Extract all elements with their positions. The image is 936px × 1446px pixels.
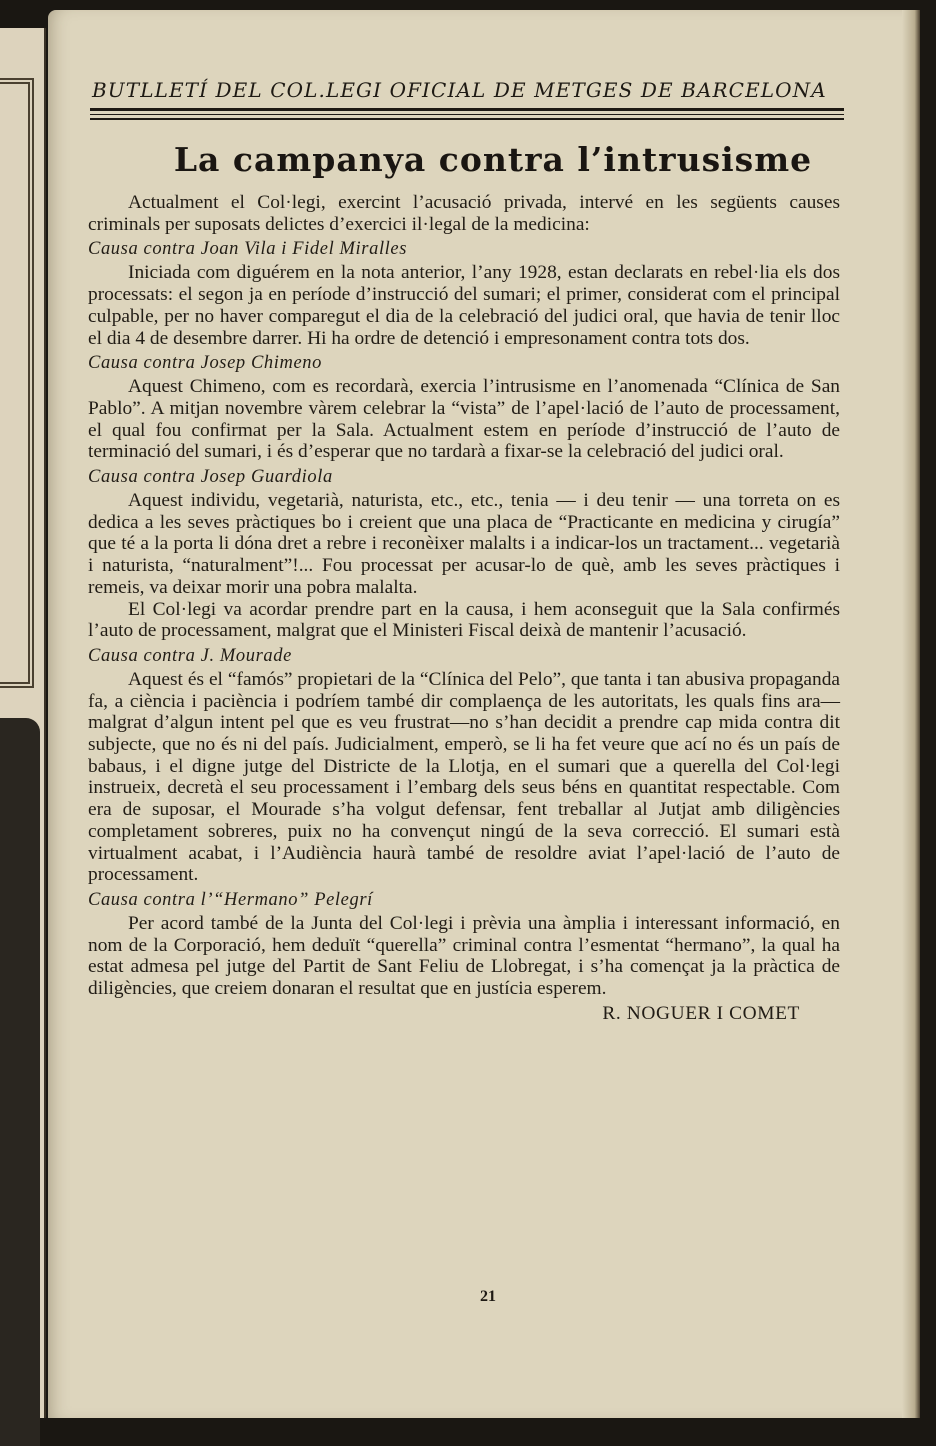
section-heading: Causa contra l’“Hermano” Pelegrí	[88, 889, 373, 910]
section-paragraph: El Col·legi va acordar prendre part en la causa, i hem aconseguit que la Sala confirmés l’auto de processament, malgrat que el Ministeri Fiscal deixà de mantenir l’acusació.	[88, 598, 840, 642]
section-pelegri	[88, 889, 840, 1000]
section-guardiola	[88, 466, 840, 642]
article-title: La campanya contra l’intrusisme	[173, 140, 813, 179]
facing-page-dark-panel	[0, 718, 40, 1446]
header-rule-bottom	[90, 118, 844, 120]
section-heading: Causa contra Josep Chimeno	[88, 353, 322, 374]
section-paragraph: Per acord també de la Junta del Col·legi i prèvia una àmplia i interessant informació, en nom de la Corporació, hem deduït “querella” criminal contra l’esmentat “hermano”, la qual ha estat admesa pel jutge del Partit de Sant Feliu de Llobregat, i s’ha començat ja la pràctica de diligències, que creiem donaran el resultat que en justícia esperem.	[88, 912, 840, 1000]
section-chimeno	[88, 352, 840, 463]
page-number: 21	[480, 1288, 496, 1305]
section-paragraph: Aquest Chimeno, com es recordarà, exercia l’intrusisme en l’anomenada “Clínica de San Pablo”. A mitjan novembre vàrem celebrar la “vista” de l’apel·lació de l’auto de processament, el qual fou confirmat per la Sala. Actualment estem en període d’instrucció de l’auto de terminació del sumari, i és d’esperar que no tardarà a fixar-se la celebració del judici oral.	[88, 376, 840, 463]
facing-page-edge	[0, 28, 46, 1418]
journal-page	[48, 10, 920, 1418]
author-signature: R. NOGUER I COMET	[602, 1002, 800, 1024]
section-heading: Causa contra Joan Vila i Fidel Miralles	[88, 239, 408, 260]
section-heading: Causa contra Josep Guardiola	[88, 467, 333, 488]
header-rule-middle	[90, 114, 844, 115]
section-mourade	[88, 645, 840, 886]
article-body	[88, 192, 840, 1025]
intro-paragraph: Actualment el Col·legi, exercint l’acusació privada, intervé en les següents causes criminals per suposats delictes d’exercici il·legal de la medicina:	[88, 192, 840, 235]
facing-page-ornamental-border	[0, 78, 34, 688]
section-paragraph: Aquest individu, vegetarià, naturista, etc., etc., tenia — i deu tenir — una torreta on es dedica a les seves pràctiques bo i creient que una placa de “Practicante en medicina y cirugía” que té a la porta li dóna dret a rebre i reconèixer malalts i a indicar-los un tractament... vegetarià i naturista, “naturalment”!... Fou processat per acusar-lo de què, amb les seves pràctiques i remeis, va deixar morir una pobra malalta.	[88, 490, 840, 598]
section-paragraph: Aquest és el “famós” propietari de la “Clínica del Pelo”, que tanta i tan abusiva propaganda fa, a ciència i paciència i podríem també dir complaença de les autoritats, les quals fins ara—malgrat d’algun intent pel que es veu frustrat—no s’han decidit a prendre cap mida contra dit subjecte, que no és ni del país. Judicialment, emperò, se li ha fet veure que ací no és un país de babaus, i el digne jutge del Districte de la Llotja, en el sumari que a querella del Col·legi instrueix, decretà el seu processament i l’embarg dels seus béns en quantitat respectable. Com era de suposar, el Mourade s’ha volgut defensar, fent treballar al Jutjat amb diligències completament sobreres, puix no ha convençut ningú de la seva correcció. El sumari està virtualment acabat, i l’Audiència haurà també de resoldre aviat l’apel·lació de l’auto de processament.	[88, 668, 840, 886]
section-vila-miralles	[88, 238, 840, 349]
header-rule-top	[90, 108, 844, 111]
section-heading: Causa contra J. Mourade	[88, 645, 292, 666]
running-head: BUTLLETÍ DEL COL.LEGI OFICIAL DE METGES DE BARCELONA	[92, 78, 827, 102]
section-paragraph: Iniciada com diguérem en la nota anterior, l’any 1928, estan declarats en rebel·lia els dos processats: el segon ja en període d’instrucció del sumari; el primer, considerat com el principal culpable, per no haver comparegut el dia de la celebració del judici oral, que havia de tenir lloc el dia 4 de desembre darrer. Hi ha ordre de detenció i empresonament contra tots dos.	[88, 262, 840, 349]
page-gutter-shadow	[902, 10, 920, 1418]
